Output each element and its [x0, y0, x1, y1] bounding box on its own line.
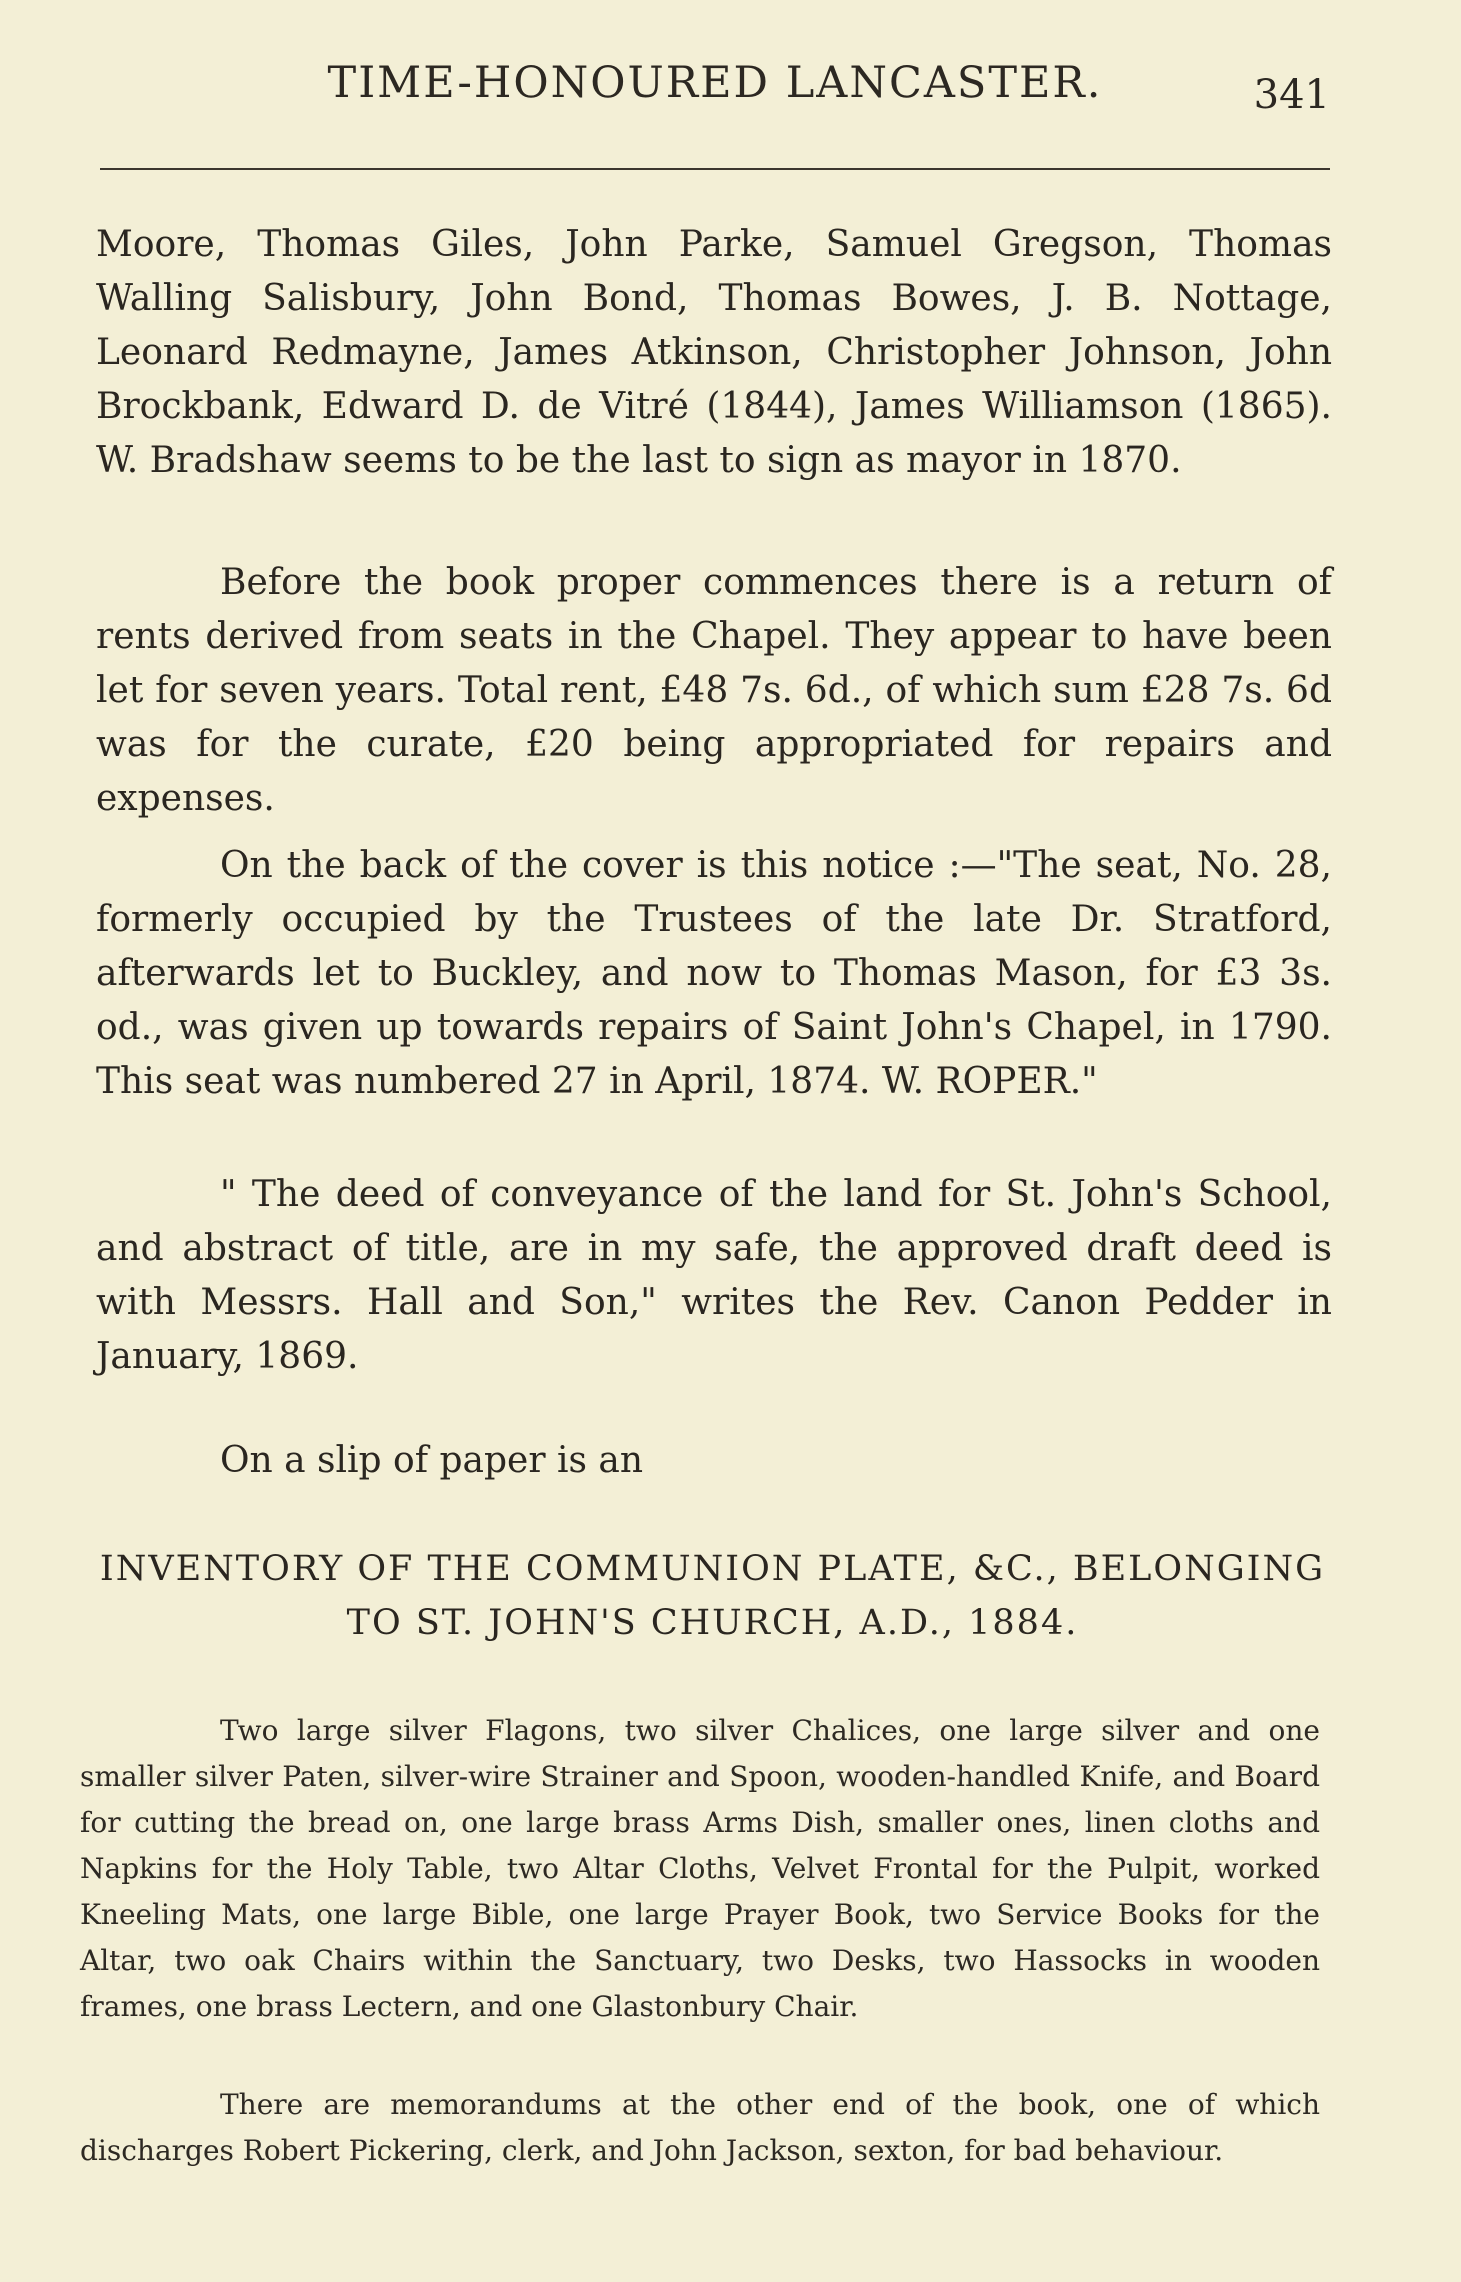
header-rule — [100, 168, 1330, 170]
paragraph-rents: Before the book proper commences there is a return of rents derived from seats in the Chapel. They appear to have been let for seven years. Total rent, £48 7s. 6d., of which sum £28 7s. 6d was for the curate, £20 being appropriated for repairs and expenses. — [96, 562, 1332, 819]
page-number: 341 — [1253, 72, 1330, 118]
inventory-list: Two large silver Flagons, two silver Chalices, one large silver and one smaller silver Paten, silver-wire Strainer and Spoon, wooden-handled Knife, and Board for cutting the bread on, one large brass Arms Dish, smaller ones, linen cloths and Napkins for the Holy Table, two Altar Cloths, Velvet Frontal for the Pulpit, worked Kneeling Mats, one large Bible, one large Prayer Book, two Service Books for the Altar, two oak Chairs within the Sanctuary, two Desks, two Hassocks in wooden frames, one brass Lectern, and one Glastonbury Chair. — [80, 1714, 1320, 2023]
inventory-heading: INVENTORY OF THE COMMUNION PLATE, &C., BELONGING TO ST. JOHN'S CHURCH, A.D., 1884. — [99, 1549, 1326, 1643]
closing-paragraph: There are memorandums at the other end of the book, one of which discharges Robert Pickering, clerk, and John Jackson, sexton, for bad behaviour. — [80, 2088, 1320, 2167]
running-title: TIME-HONOURED LANCASTER. — [327, 58, 1103, 108]
paragraph-slip: On a slip of paper is an — [220, 1440, 644, 1481]
paragraph-deed: " The deed of conveyance of the land for St. John's School, and abstract of title, are in my safe, the approved draft deed is with Messrs. Hall and Son," writes the Rev. Canon Pedder in January, 1869. — [96, 1174, 1332, 1377]
paragraph-cover-notice: On the back of the cover is this notice :—"The seat, No. 28, formerly occupied by the Trustees of the late Dr. Stratford, afterwards let to Buckley, and now to Thomas Mason, for £3 3s. od., was given up towards repairs of Saint John's Chapel, in 1790. This seat was numbered 27 in April, 1874. W. ROPER." — [96, 845, 1332, 1102]
page-header — [100, 58, 1330, 118]
paragraph-signatories: Moore, Thomas Giles, John Parke, Samuel Gregson, Thomas Walling Salisbury, John Bond, Thomas Bowes, J. B. Nottage, Leonard Redmayne, James Atkinson, Christopher Johnson, John Brockbank, Edward D. de Vitré (1844), James Williamson (1865). W. Bradshaw seems to be the last to sign as mayor in 1870. — [96, 224, 1332, 481]
